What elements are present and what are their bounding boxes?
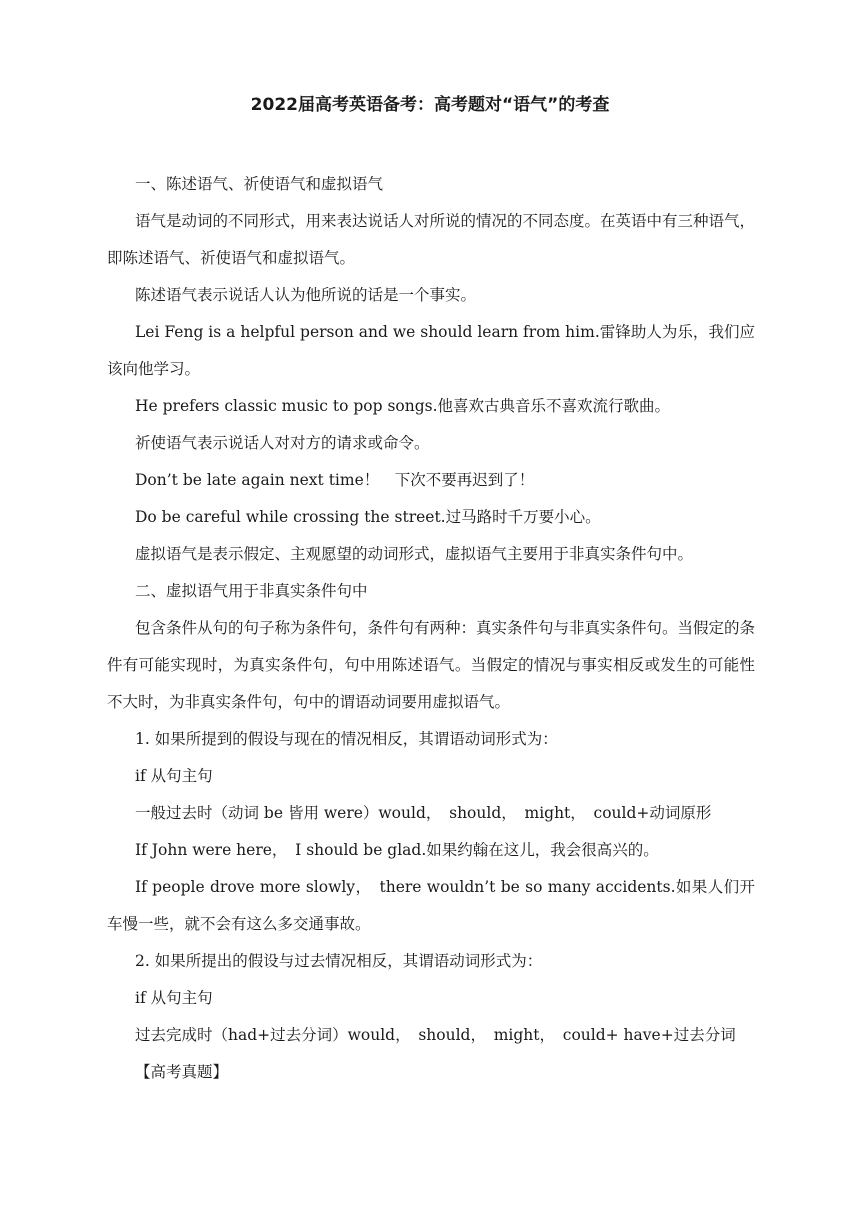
rule-line: 过去完成时（had+过去分词）would， should， might， could+ have+过去分词 [135, 1026, 736, 1044]
paragraph: 虚拟语气是表示假定、主观愿望的动词形式，虚拟语气主要用于非真实条件句中。 [135, 545, 694, 563]
section-heading: 二、虚拟语气用于非真实条件句中 [135, 582, 368, 600]
example-sentence: If John were here， I should be glad.如果约翰在这儿，我会很高兴的。 [135, 841, 659, 859]
paragraph: 语气是动词的不同形式，用来表达说话人对所说的情况的不同态度。在英语中有三种语气，即陈述语气、祈使语气和虚拟语气。 [107, 212, 756, 267]
paragraph: 包含条件从句的句子称为条件句，条件句有两种：真实条件句与非真实条件句。当假定的条件有可能实现时，为真实条件句，句中用陈述语气。当假定的情况与事实相反或发生的可能性不大时，为非真实条件句，句中的谓语动词要用虚拟语气。 [107, 619, 756, 711]
example-sentence: If people drove more slowly， there wouldn’t be so many accidents.如果人们开车慢一些，就不会有这么多交通事故。 [107, 878, 755, 933]
paragraph: 陈述语气表示说话人认为他所说的话是一个事实。 [135, 286, 477, 304]
document-body [107, 166, 755, 1091]
rule-line: if 从句主句 [135, 989, 213, 1007]
example-sentence: Don’t be late again next time！ 下次不要再迟到了！ [135, 471, 535, 489]
section-label: 【高考真题】 [135, 1063, 229, 1081]
rule-heading: 1. 如果所提到的假设与现在的情况相反，其谓语动词形式为： [135, 730, 558, 748]
example-sentence: Do be careful while crossing the street.过马路时千万要小心。 [135, 508, 601, 526]
paragraph: 祈使语气表示说话人对对方的请求或命令。 [135, 434, 430, 452]
rule-heading: 2. 如果所提出的假设与过去情况相反，其谓语动词形式为： [135, 952, 543, 970]
rule-line: 一般过去时（动词 be 皆用 were）would， should， might， could+动词原形 [135, 804, 712, 822]
section-heading: 一、陈述语气、祈使语气和虚拟语气 [135, 175, 384, 193]
example-sentence: He prefers classic music to pop songs.他喜欢古典音乐不喜欢流行歌曲。 [135, 397, 671, 415]
rule-line: if 从句主句 [135, 767, 213, 785]
document-title: 2022届高考英语备考：高考题对“语气”的考查 [250, 95, 610, 115]
example-sentence: Lei Feng is a helpful person and we should learn from him.雷锋助人为乐，我们应该向他学习。 [107, 323, 755, 378]
